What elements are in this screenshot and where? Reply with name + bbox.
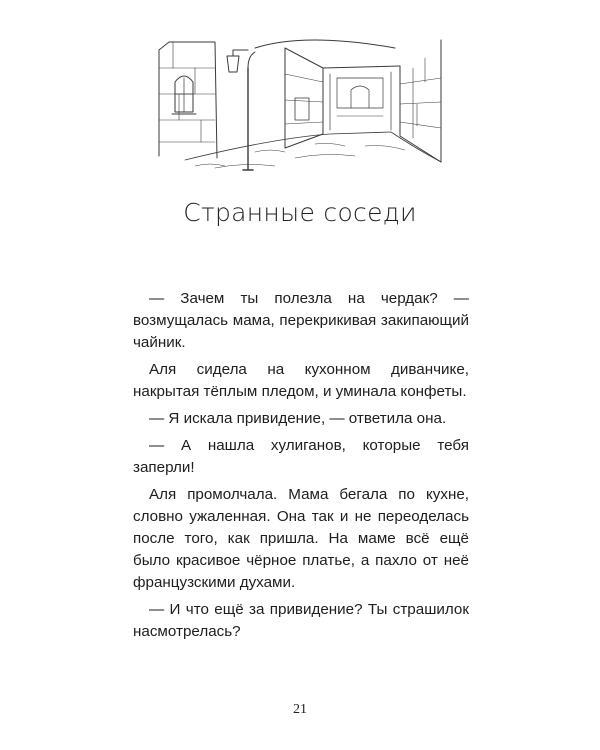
street-alley-sketch-icon: [155, 38, 445, 178]
paragraph: Аля промолчала. Мама бегала по кухне, словно ужаленная. Она так и не переоделась после того, как пришла. На маме всё ещё было красивое чёрное платье, а пахло от неё французскими духами.: [133, 486, 469, 591]
body-text: [133, 288, 469, 648]
page-number: 21: [293, 702, 307, 717]
paragraph: — Зачем ты полезла на чердак? — возмущалась мама, перекрикивая закипающий чайник.: [133, 290, 469, 351]
paragraph: Аля сидела на кухонном диванчике, накрытая тёплым пледом, и уминала конфеты.: [133, 361, 469, 400]
paragraph: — Я искала привидение, — ответила она.: [149, 410, 447, 427]
chapter-illustration: [155, 38, 445, 178]
paragraph: — А нашла хулиганов, которые тебя заперли!: [133, 437, 469, 476]
chapter-title: Странные соседи: [183, 198, 417, 227]
paragraph: — И что ещё за привидение? Ты страшилок насмотрелась?: [133, 601, 469, 640]
